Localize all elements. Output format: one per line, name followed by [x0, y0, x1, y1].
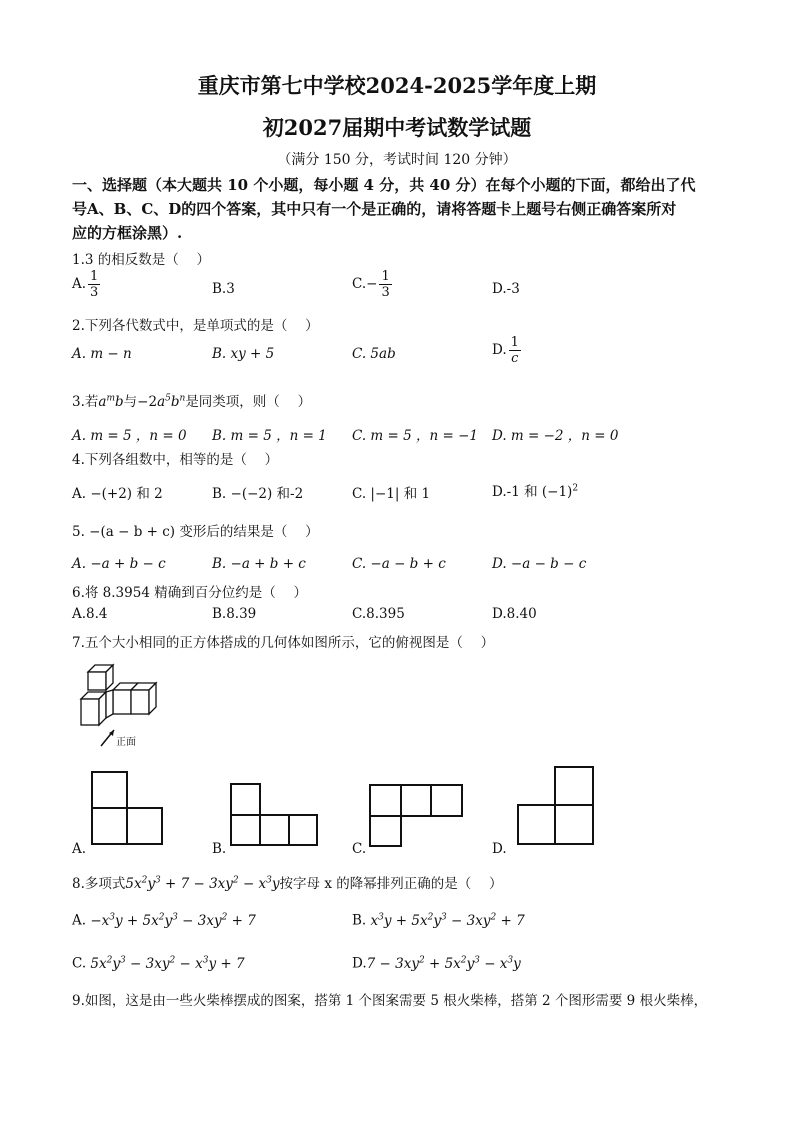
q3-stem: 3.若$a^mb$与$-2a^5b^n$是同类项，则（ ） — [72, 393, 312, 410]
q1-stem: 1.3 的相反数是（ ） — [72, 252, 211, 268]
section1-line1: 一、选择题（本大题共 10 个小题，每小题 4 分，共 40 分）在每个小题的下面，都给出了代 — [72, 176, 696, 194]
q4-option-c: C. |−1| 和 1 — [352, 486, 431, 502]
q7-option-a: A. — [72, 841, 87, 857]
exam-subtitle: （满分 150 分，考试时间 120 分钟） — [277, 152, 517, 168]
q8-option-c: C. $5x^2y^3 - 3xy^2 - x^3y + 7$ — [72, 955, 245, 972]
section1-line3: 应的方框涂黑）. — [72, 224, 183, 242]
q1-option-b: B.3 — [212, 281, 235, 297]
exam-title-line2: 初2027届期中考试数学试题 — [262, 115, 532, 140]
q7-figure-a — [90, 770, 165, 848]
q2-option-a: A. m − n — [72, 346, 132, 362]
q5-option-d: D. −a − b − c — [492, 556, 587, 572]
q5-option-b: B. −a + b + c — [212, 556, 306, 572]
q7-figure-b — [229, 782, 319, 846]
exam-title-line1: 重庆市第七中学校2024-2025学年度上期 — [197, 73, 597, 98]
q5-option-a: A. −a + b − c — [72, 556, 166, 572]
q8-option-b: B. $x^3y + 5x^2y^3 - 3xy^2 + 7$ — [352, 912, 525, 929]
q3-option-c: C. m = 5 ，n = −1 — [352, 428, 478, 444]
q4-option-a: A. −(+2) 和 2 — [72, 486, 163, 502]
q2-option-b: B. xy + 5 — [212, 346, 275, 362]
q8-option-d: $D.7 - 3xy^2 + 5x^2y^3 - x^3y$ — [352, 955, 521, 972]
q4-option-b: B. −(−2) 和-2 — [212, 486, 304, 502]
q4-option-d: D.-1 和 $(-1)^2$ — [492, 483, 579, 500]
fraction: $\frac{1}{3}$ — [381, 269, 390, 300]
q7-option-c: C. — [352, 841, 367, 857]
q7-option-b: B. — [212, 841, 227, 857]
q6-option-b: B.8.39 — [212, 606, 257, 622]
fraction: $\frac{1}{c}$ — [510, 335, 519, 366]
q7-figure-d — [516, 765, 596, 847]
q5-stem: 5. −(a − b + c) 变形后的结果是（ ） — [72, 524, 319, 540]
section1-line2: 号A、B、C、D的四个答案，其中只有一个是正确的，请将答题卡上题号右侧正确答案所对 — [72, 200, 677, 218]
q3-option-d: D. m = −2 ，n = 0 — [492, 428, 619, 444]
q3-option-a: A. m = 5 ，n = 0 — [72, 428, 187, 444]
q1-option-d: D.-3 — [492, 281, 520, 297]
q6-stem: 6.将 8.3954 精确到百分位约是（ ） — [72, 585, 307, 601]
front-view-label: 正面 — [116, 737, 136, 748]
q3-option-b: B. m = 5 ，n = 1 — [212, 428, 327, 444]
q5-option-c: C. −a − b + c — [352, 556, 446, 572]
q6-option-a: A.8.4 — [72, 606, 108, 622]
q6-option-d: D.8.40 — [492, 606, 537, 622]
q6-option-c: C.8.395 — [352, 606, 405, 622]
fraction: $\frac{1}{3}$ — [90, 269, 99, 300]
q8-stem: 8.多项式$5x^2y^3 + 7 - 3xy^2 - x^3y$按字母 x 的降幂排列正确的是（ ） — [72, 875, 503, 892]
q2-option-c: C. 5ab — [352, 346, 396, 362]
q9-stem: 9.如图，这是由一些火柴棒摆成的图案，搭第 1 个图案需要 5 根火柴棒，搭第 2 个图形需要 9 根火柴棒， — [72, 993, 708, 1009]
q7-option-d: D. — [492, 841, 507, 857]
q2-stem: 2.下列各代数式中，是单项式的是（ ） — [72, 318, 319, 334]
q8-option-a: A. $-x^3y + 5x^2y^3 - 3xy^2 + 7$ — [72, 912, 256, 929]
q2-option-d: D. $\frac{1}{c}$ — [492, 335, 519, 366]
q1-option-a: A. $\frac{1}{3}$ — [72, 269, 99, 300]
q4-stem: 4.下列各组数中，相等的是（ ） — [72, 452, 279, 468]
q7-stem: 7.五个大小相同的正方体搭成的几何体如图所示，它的俯视图是（ ） — [72, 635, 495, 651]
q7-figure-c — [368, 781, 464, 847]
q1-option-c: C.− $\frac{1}{3}$ — [352, 269, 390, 300]
